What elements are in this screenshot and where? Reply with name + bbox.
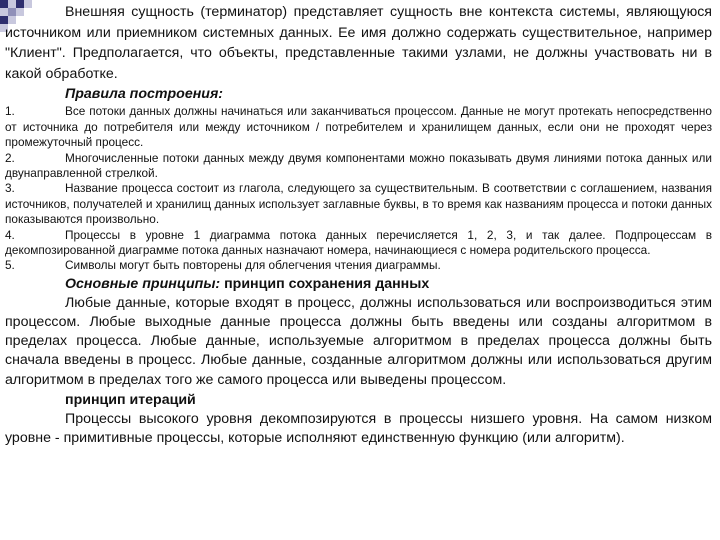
rule-number: 2.	[5, 150, 15, 165]
principles-heading	[5, 274, 712, 294]
conservation-paragraph	[5, 294, 712, 390]
rule-text: Символы могут быть повторены для облегчения чтения диаграммы.	[65, 258, 441, 273]
rules-heading	[5, 84, 712, 104]
document-body	[5, 2, 712, 448]
principles-heading-rest: принцип сохранения данных	[220, 275, 430, 292]
rule-item	[5, 228, 712, 259]
rule-text: Название процесса состоит из глагола, следующего за существительным. В соответствии с соглашением, названия источников, получателей и хранилищ данных использует заглавные буквы, в то время как названиям процесса и потоки данных показываются произвольно.	[5, 181, 712, 227]
iteration-text: Процессы высокого уровня декомпозируются в процессы низшего уровня. На самом низком уровне - примитивные процессы, которые исполняют единственную функцию (или алгоритм).	[5, 410, 712, 447]
intro-text: Внешняя сущность (терминатор) представляет сущность вне контекста системы, являющуюся источником или приемником системных данных. Ее имя должно содержать существительное, например "Клиент". Предполагается, что объекты, представленные такими узлами, не должны участвовать ни в какой обработке.	[5, 4, 712, 82]
conservation-text: Любые данные, которые входят в процесс, должны использоваться или воспроизводиться этим процессом. Любые выходные данные процесса должны быть введены или созданы алгоритмом в пределах процесса. Любые данные, используемые алгоритмом в пределах процесса должны быть сначала введены в процесс. Любые данные, созданные алгоритмом должны или использоваться другим алгоритмом в пределах того же самого процесса или выведены процессом.	[5, 294, 712, 388]
iteration-heading	[5, 390, 712, 410]
rule-text: Все потоки данных должны начинаться или заканчиваться процессом. Данные не могут протекать непосредственно от источника до потребителя или между источником / потребителем и хранилищем данных, если они не проходят через промежуточный процесс.	[5, 104, 712, 150]
rule-text: Многочисленные потоки данных между двумя компонентами можно показывать двумя линиями потока данных или двунаправленной стрелкой.	[5, 150, 712, 180]
iteration-paragraph	[5, 410, 712, 448]
rule-item	[5, 258, 712, 273]
rule-number: 3.	[5, 181, 15, 196]
rule-number: 5.	[5, 258, 15, 273]
rule-number: 1.	[5, 104, 15, 119]
rule-text: Процессы в уровне 1 диаграмма потока данных перечисляется 1, 2, 3, и так далее. Подпроцессам в декомпозированной диаграмме потока данных назначают номера, начинающиеся с номера родительского процесса.	[5, 227, 712, 258]
intro-paragraph	[5, 2, 712, 84]
rule-item	[5, 181, 712, 227]
iteration-heading-text: принцип итераций	[65, 391, 196, 408]
rules-heading-text: Правила построения:	[65, 86, 224, 103]
principles-heading-italic: Основные принципы:	[65, 275, 221, 292]
rule-item	[5, 104, 712, 150]
rule-number: 4.	[5, 227, 15, 242]
rule-item	[5, 151, 712, 182]
